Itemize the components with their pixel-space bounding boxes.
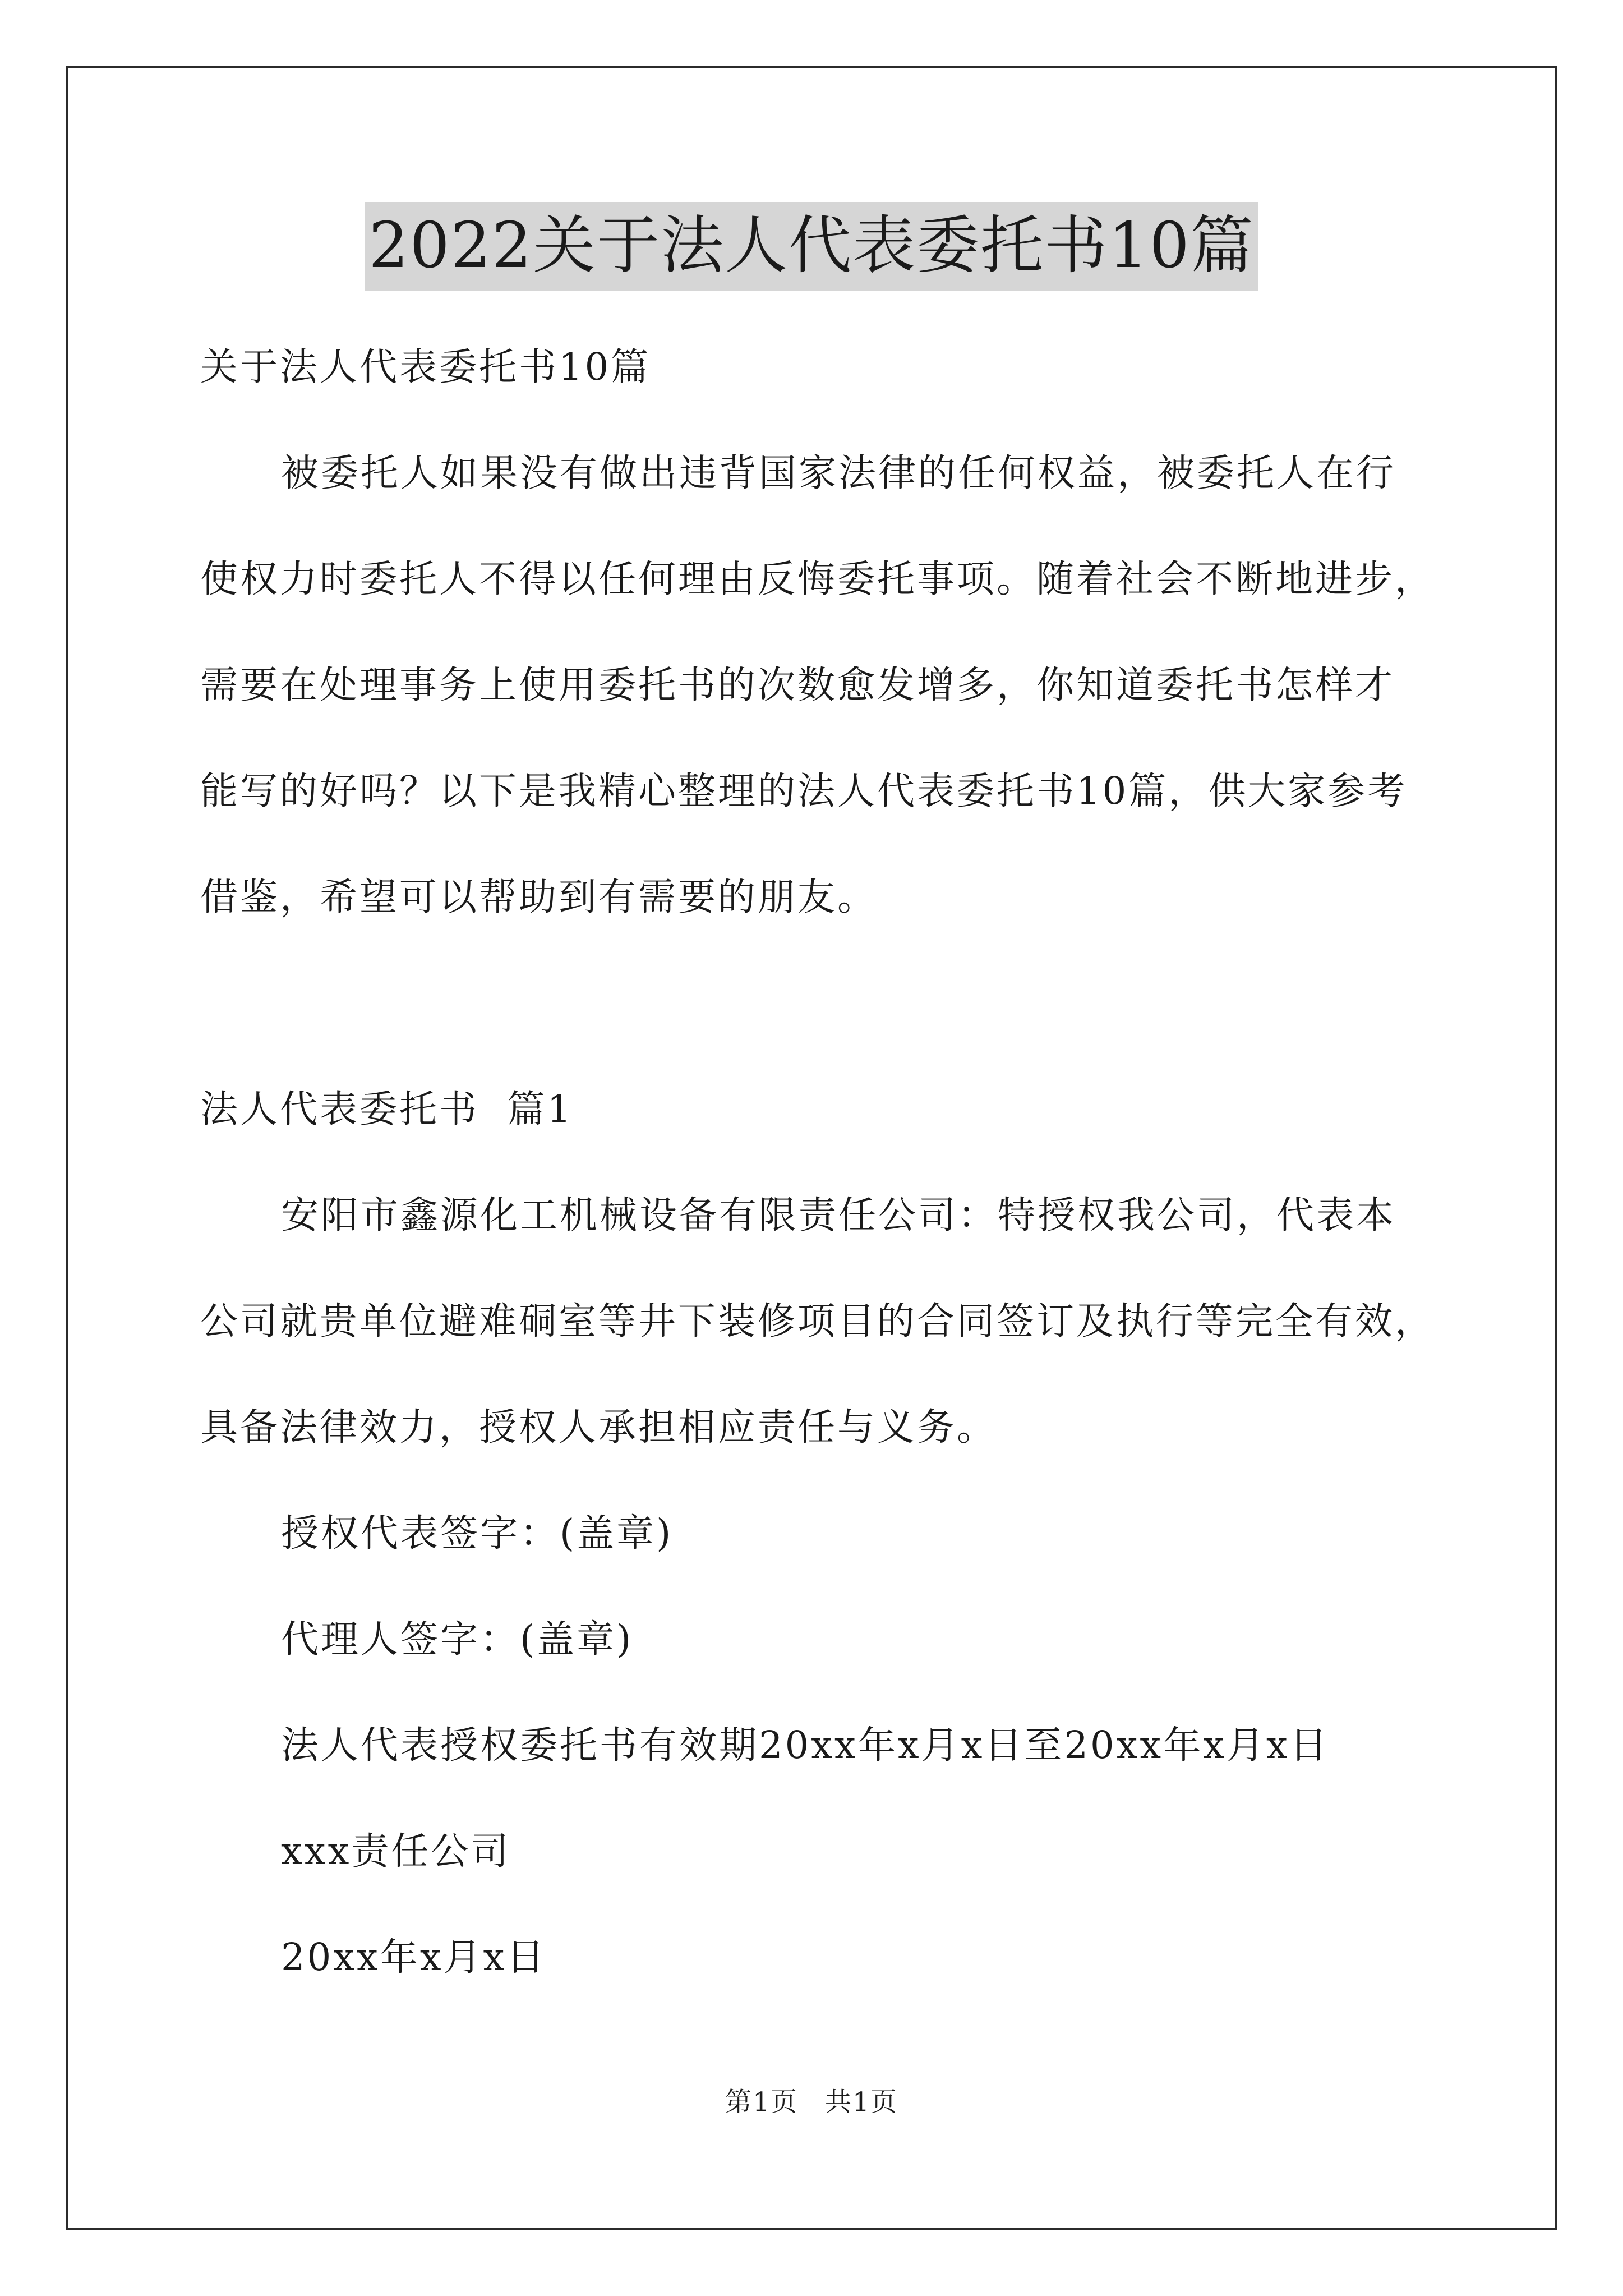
page-number: 第1页 [725,2087,798,2118]
validity-period-line: 法人代表授权委托书有效期20xx年x月x日至20xx年x月x日 [281,1723,1330,1767]
section-heading: 法人代表委托书 篇1 [200,1087,574,1131]
intro-paragraph [200,420,1435,950]
authorized-signature-line: 授权代表签字：(盖章) [281,1511,674,1555]
document-title: 2022关于法人代表委托书10篇 [365,202,1258,291]
paragraph-spacer [200,950,1423,1056]
agent-signature-line: 代理人签字：(盖章) [281,1617,634,1661]
page-total: 共1页 [825,2087,898,2118]
document-body [200,314,1435,2010]
section-body-line: 安阳市鑫源化工机械设备有限责任公司：特授权我公司，代表本 [281,1193,1396,1237]
company-name-line: xxx责任公司 [281,1829,511,1873]
date-line: 20xx年x月x日 [281,1935,547,1979]
intro-line: 能写的好吗？以下是我精心整理的法人代表委托书10篇，供大家参考 [200,769,1408,813]
intro-line: 被委托人如果没有做出违背国家法律的任何权益，被委托人在行 [281,451,1396,495]
intro-line: 需要在处理事务上使用委托书的次数愈发增多，你知道委托书怎样才 [200,663,1395,707]
section-body-line: 公司就贵单位避难硐室等井下装修项目的合同签订及执行等完全有效， [200,1299,1435,1343]
section-body-paragraph [200,1162,1435,1480]
document-subtitle: 关于法人代表委托书10篇 [200,345,651,389]
title-area [0,202,1623,291]
intro-line: 使权力时委托人不得以任何理由反悔委托事项。随着社会不断地进步， [200,557,1435,601]
page-footer [0,2081,1623,2119]
intro-line: 借鉴，希望可以帮助到有需要的朋友。 [200,875,877,919]
section-body-line: 具备法律效力，授权人承担相应责任与义务。 [200,1405,997,1449]
